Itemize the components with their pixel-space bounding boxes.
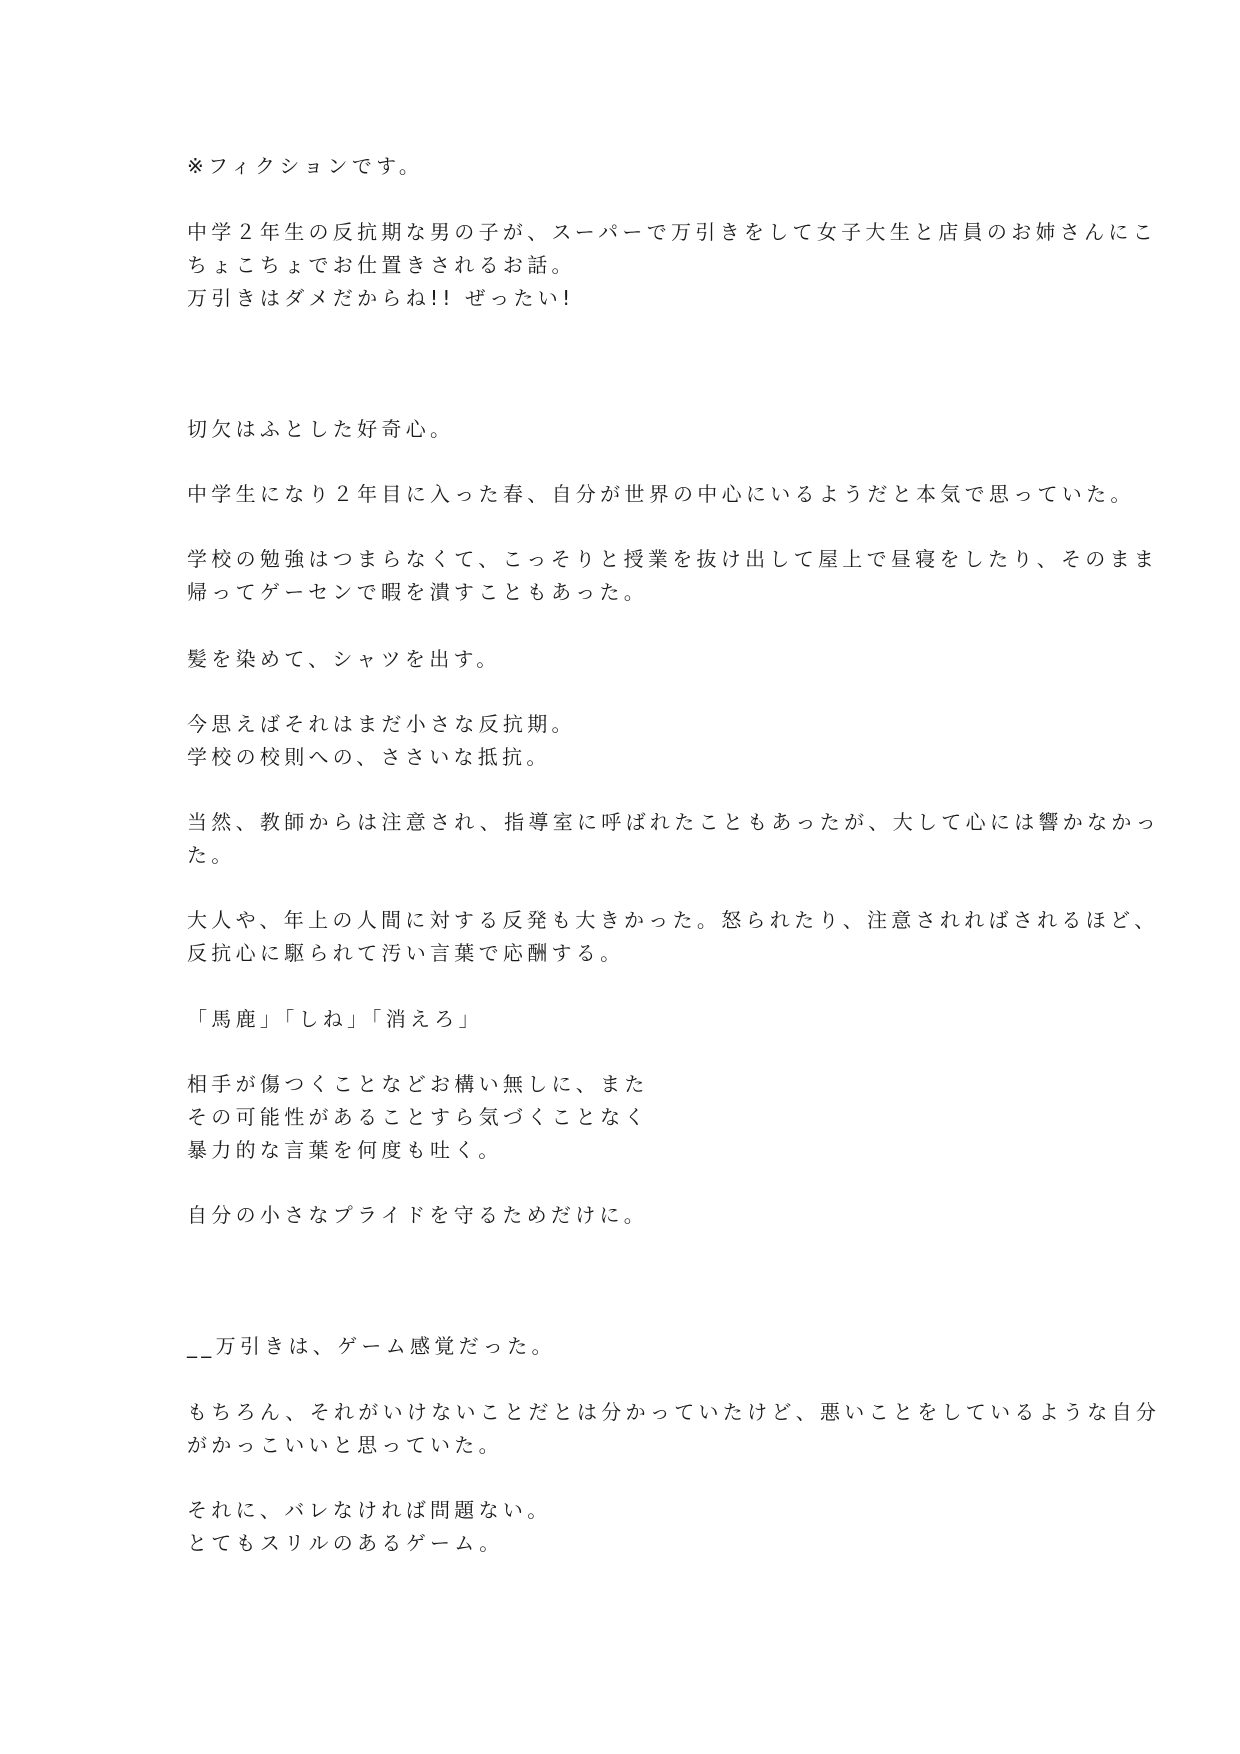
text-line: た。 <box>187 843 236 867</box>
paragraph-story <box>187 643 1067 676</box>
paragraph-story <box>187 1330 1067 1363</box>
text-line: 学校の勉強はつまらなくて、こっそりと授業を抜け出して屋上で昼寝をしたり、そのまま <box>187 547 1159 571</box>
paragraph-story <box>187 1494 1067 1560</box>
text-line: 反抗心に駆られて汚い言葉で応酬する。 <box>187 941 625 965</box>
text-line: 切欠はふとした好奇心。 <box>187 417 455 441</box>
text-line: 学校の校則への、ささいな抵抗。 <box>187 745 551 769</box>
paragraph-story <box>187 413 1067 446</box>
paragraph-story <box>187 806 1160 872</box>
text-line: 暴力的な言葉を何度も吐く。 <box>187 1138 503 1162</box>
text-line: がかっこいいと思っていた。 <box>187 1433 503 1457</box>
text-line: 「馬鹿」「しね」「消えろ」 <box>187 1007 483 1031</box>
text-line: 中学２年生の反抗期な男の子が、スーパーで万引きをして女子大生と店員のお姉さんにこ <box>187 220 1157 244</box>
text-line: ※フィクションです。 <box>187 154 424 178</box>
paragraph-story <box>187 478 1135 511</box>
paragraph-story <box>187 1396 1161 1462</box>
text-line: それに、バレなければ問題ない。 <box>187 1498 552 1522</box>
text-line: __万引きは、ゲーム感覚だった。 <box>187 1334 556 1358</box>
paragraph-disclaimer <box>187 150 1067 183</box>
paragraph-story <box>187 1068 1067 1167</box>
text-line: その可能性があることすら気づくことなく <box>187 1105 649 1129</box>
text-line: 当然、教師からは注意され、指導室に呼ばれたこともあったが、大して心には響かなかっ <box>187 810 1160 834</box>
paragraph-synopsis <box>187 216 1157 315</box>
text-line: 帰ってゲーセンで暇を潰すこともあった。 <box>187 580 649 604</box>
text-line: 相手が傷つくことなどお構い無しに、また <box>187 1072 649 1096</box>
text-line: 今思えばそれはまだ小さな反抗期。 <box>187 712 576 736</box>
text-line: とてもスリルのあるゲーム。 <box>187 1531 504 1555</box>
paragraph-story <box>187 904 1159 970</box>
text-line: 自分の小さなプライドを守るためだけに。 <box>187 1203 649 1227</box>
text-line: 中学生になり２年目に入った春、自分が世界の中心にいるようだと本気で思っていた。 <box>187 482 1135 506</box>
paragraph-story <box>187 1199 1067 1232</box>
text-line: もちろん、それがいけないことだとは分かっていたけど、悪いことをしているような自分 <box>187 1400 1161 1424</box>
paragraph-dialogue <box>187 1003 1067 1036</box>
text-line: 髪を染めて、シャツを出す。 <box>187 647 501 671</box>
paragraph-story <box>187 543 1159 609</box>
text-line: ちょこちょでお仕置きされるお話。 <box>187 253 576 277</box>
text-line: 万引きはダメだからね!! ぜったい! <box>187 286 575 310</box>
text-line: 大人や、年上の人間に対する反発も大きかった。怒られたり、注意されればされるほど、 <box>187 908 1159 932</box>
paragraph-story <box>187 708 1067 774</box>
